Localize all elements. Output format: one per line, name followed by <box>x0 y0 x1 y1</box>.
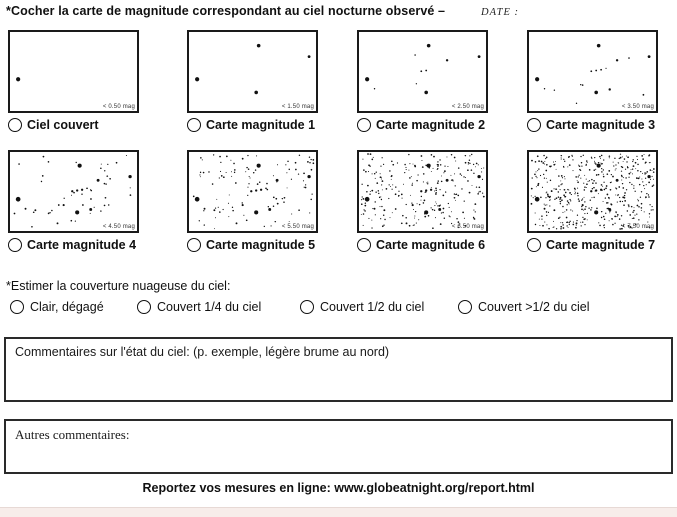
sky-comments-box[interactable] <box>4 337 673 402</box>
cloud-option-label: Couvert 1/4 du ciel <box>157 300 262 314</box>
limiting-magnitude-label: < 7.50 mag <box>621 224 654 230</box>
radio-couvert-demi[interactable] <box>300 300 314 314</box>
star-chart-6 <box>357 150 488 233</box>
chart-cell-mag6 <box>357 150 488 252</box>
chart-cell-ciel-couvert <box>8 30 139 132</box>
chart-cell-mag2 <box>357 30 488 132</box>
radio-magnitude-4[interactable] <box>8 238 22 252</box>
other-comments-label: Autres commentaires: <box>15 427 130 442</box>
cloud-option-quarter <box>137 300 261 314</box>
chart-label: Carte magnitude 5 <box>206 238 316 252</box>
chart-label: Carte magnitude 3 <box>546 118 656 132</box>
cloud-option-label: Clair, dégagé <box>30 300 104 314</box>
chart-label: Carte magnitude 2 <box>376 118 486 132</box>
radio-ciel-couvert[interactable] <box>8 118 22 132</box>
radio-clair-degage[interactable] <box>10 300 24 314</box>
limiting-magnitude-label: < 0.50 mag <box>102 104 135 110</box>
radio-magnitude-5[interactable] <box>187 238 201 252</box>
radio-magnitude-7[interactable] <box>527 238 541 252</box>
report-url-text: Reportez vos mesures en ligne: www.globeatnight.org/report.html <box>142 481 535 495</box>
limiting-magnitude-label: < 6.50 mag <box>451 224 484 230</box>
limiting-magnitude-label: < 4.50 mag <box>102 224 135 230</box>
cloud-option-clear <box>10 300 104 314</box>
chart-cell-mag7 <box>527 150 658 252</box>
form-title: *Cocher la carte de magnitude correspondant au ciel nocturne observé – <box>6 4 446 18</box>
chart-label: Carte magnitude 6 <box>376 238 486 252</box>
chart-cell-mag3 <box>527 30 658 132</box>
limiting-magnitude-label: < 2.50 mag <box>451 104 484 110</box>
bottom-decorative-band <box>0 507 677 517</box>
chart-label: Ciel couvert <box>27 118 99 132</box>
limiting-magnitude-label: < 1.50 mag <box>281 104 314 110</box>
star-chart-3 <box>527 30 658 113</box>
star-chart-1 <box>187 30 318 113</box>
other-comments-box[interactable] <box>4 419 673 474</box>
chart-label: Carte magnitude 7 <box>546 238 656 252</box>
cloud-option-more-half <box>458 300 590 314</box>
chart-cell-mag4 <box>8 150 139 252</box>
limiting-magnitude-label: < 5.50 mag <box>281 224 314 230</box>
radio-couvert-quart[interactable] <box>137 300 151 314</box>
cloud-cover-title: *Estimer la couverture nuageuse du ciel: <box>6 279 231 293</box>
star-chart-7 <box>527 150 658 233</box>
radio-magnitude-2[interactable] <box>357 118 371 132</box>
date-label: DATE : <box>481 7 519 18</box>
chart-cell-mag1 <box>187 30 318 132</box>
star-chart-0 <box>8 30 139 113</box>
chart-label: Carte magnitude 1 <box>206 118 316 132</box>
chart-label: Carte magnitude 4 <box>27 238 137 252</box>
cloud-option-label: Couvert 1/2 du ciel <box>320 300 425 314</box>
radio-magnitude-1[interactable] <box>187 118 201 132</box>
limiting-magnitude-label: < 3.50 mag <box>621 104 654 110</box>
radio-magnitude-3[interactable] <box>527 118 541 132</box>
cloud-option-label: Couvert >1/2 du ciel <box>478 300 590 314</box>
chart-cell-mag5 <box>187 150 318 252</box>
star-chart-4 <box>8 150 139 233</box>
cloud-option-half <box>300 300 424 314</box>
radio-magnitude-6[interactable] <box>357 238 371 252</box>
star-chart-2 <box>357 30 488 113</box>
sky-comments-label: Commentaires sur l'état du ciel: (p. exemple, légère brume au nord) <box>15 345 390 359</box>
star-chart-5 <box>187 150 318 233</box>
radio-couvert-plus-demi[interactable] <box>458 300 472 314</box>
